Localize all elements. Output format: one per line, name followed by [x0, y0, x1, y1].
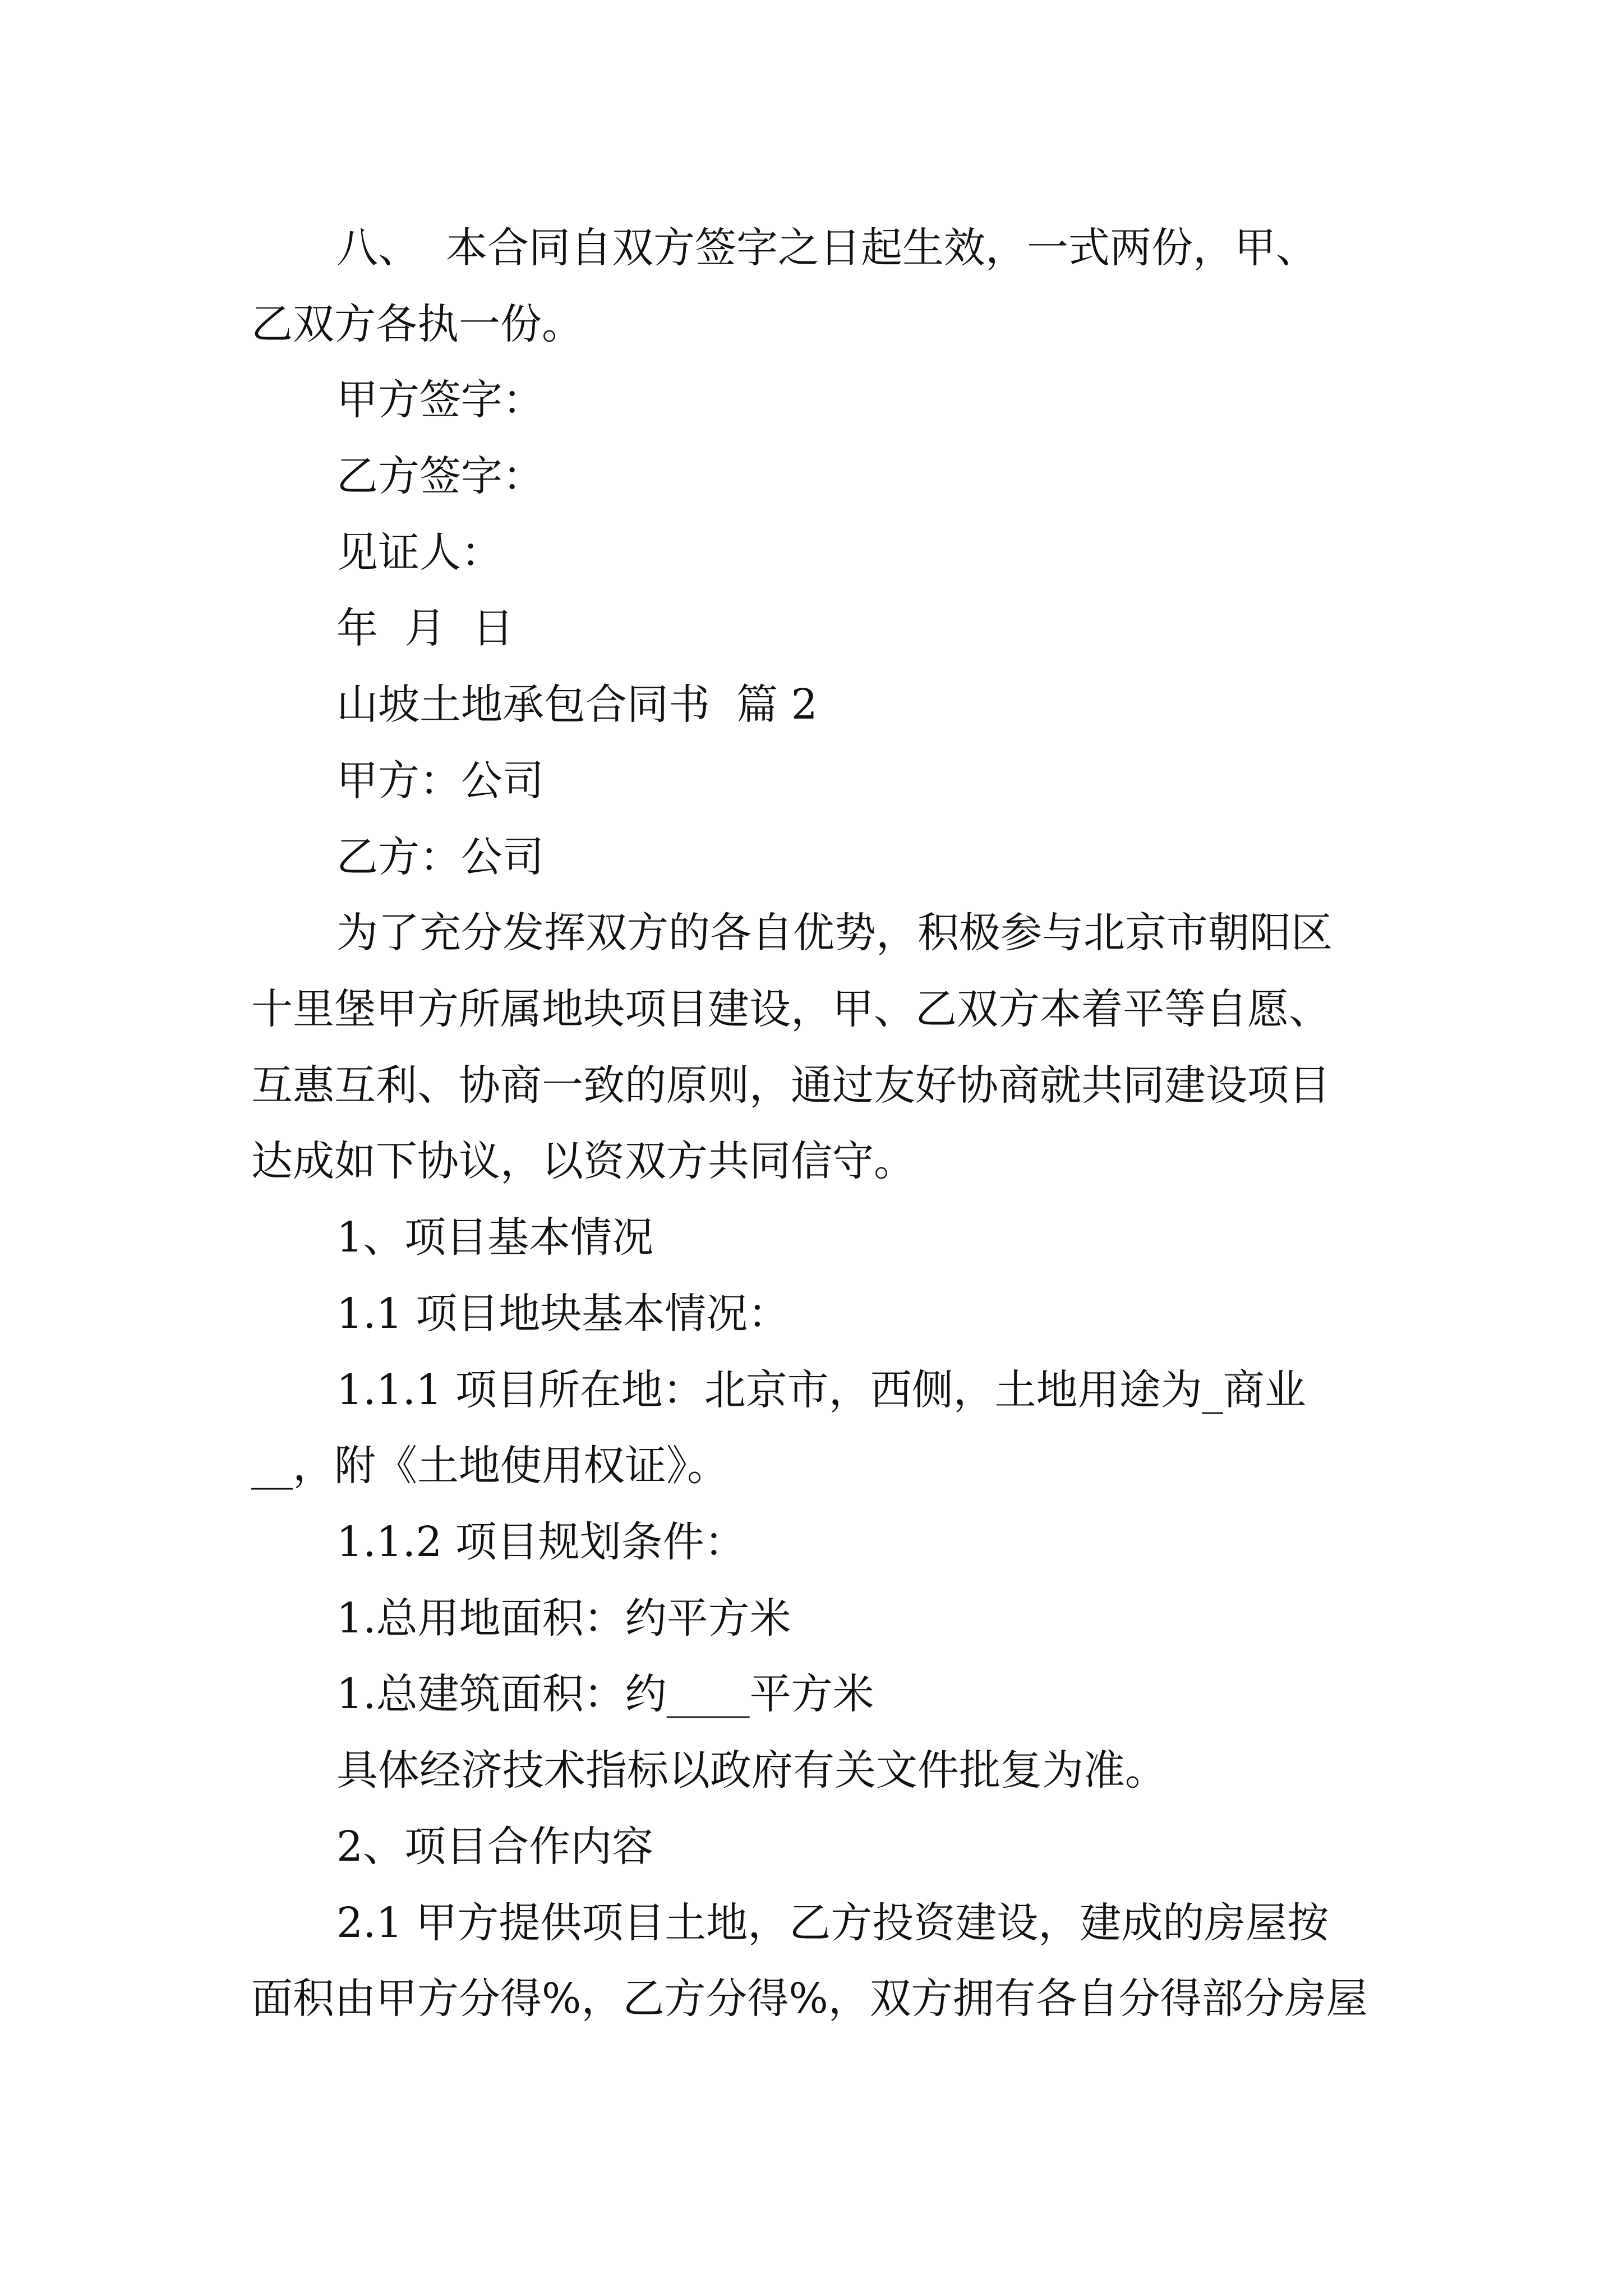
- date-line: 年 月 日: [336, 604, 514, 652]
- total-land-area: 1.总用地面积：约平方米: [336, 1594, 791, 1642]
- clause-8-line-2: 乙双方各执一份。: [251, 300, 583, 348]
- section-1-1-heading: 1.1 项目地块基本情况：: [336, 1290, 790, 1338]
- preamble-line-4: 达成如下协议，以资双方共同信守。: [251, 1137, 915, 1185]
- section-2-heading: 2、项目合作内容: [336, 1823, 654, 1871]
- contract-title: 山坡土地承包合同书 篇 2: [336, 680, 818, 729]
- indicator-note: 具体经济技术指标以政府有关文件批复为准。: [336, 1746, 1166, 1795]
- party-a-line: 甲方：公司: [336, 757, 544, 805]
- clause-8-line-1: 八、 本合同自双方签字之日起生效，一式两份，甲、: [336, 224, 1318, 272]
- section-1-1-2-heading: 1.1.2 项目规划条件：: [336, 1518, 746, 1566]
- section-1-1-1-line-2: __，附《土地使用权证》。: [251, 1442, 728, 1490]
- section-1-1-1-line-1: 1.1.1 项目所在地：北京市，西侧，土地用途为_商业: [336, 1366, 1306, 1414]
- preamble-line-1: 为了充分发挥双方的各自优势，积极参与北京市朝阳区: [336, 909, 1332, 957]
- party-b-signature: 乙方签字：: [336, 452, 544, 500]
- total-building-area: 1.总建筑面积：约____平方米: [336, 1670, 874, 1718]
- party-b-line: 乙方：公司: [336, 833, 544, 881]
- section-1-heading: 1、项目基本情况: [336, 1213, 654, 1262]
- witness-line: 见证人：: [336, 528, 502, 577]
- section-2-1-line-1: 2.1 甲方提供项目土地，乙方投资建设，建成的房屋按: [336, 1899, 1329, 1947]
- party-a-signature: 甲方签字：: [336, 376, 544, 424]
- preamble-line-2: 十里堡甲方所属地块项目建设，甲、乙双方本着平等自愿、: [251, 985, 1330, 1033]
- preamble-line-3: 互惠互利、协商一致的原则，通过友好协商就共同建设项目: [251, 1061, 1330, 1110]
- section-2-1-line-2: 面积由甲方分得%，乙方分得%，双方拥有各自分得部分房屋: [251, 1975, 1368, 2023]
